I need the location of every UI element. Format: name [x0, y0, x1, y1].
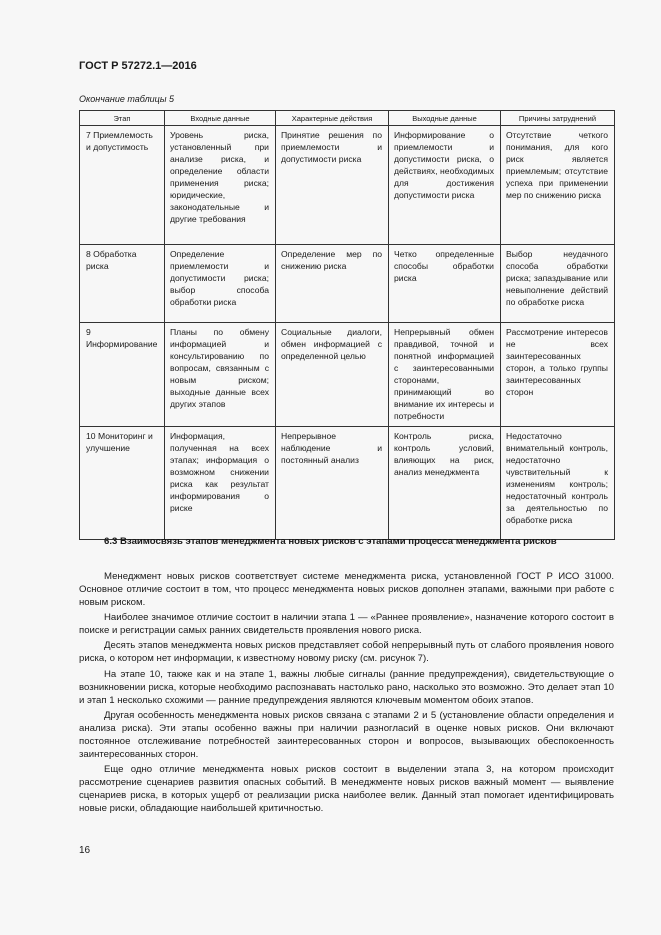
table-cell: Информирование о приемлемости и допустимости риска, о действиях, необходимых для достижения допустимости риска	[389, 126, 501, 245]
table-row	[80, 245, 615, 323]
table-cell: 7 Приемлемость и допустимость	[80, 126, 165, 245]
paragraph: Еще одно отличие менеджмента новых рисков состоит в выделении этапа 3, на котором происходит рассмотрение сценариев развития опасных событий. В менеджменте новых рисков важный момент — выявление сценариев риска, в которых ущерб от реализации риска наиболее велик. Данный этап помогает идентифицировать новые риски, обладающие наибольшей критичностью.	[79, 763, 614, 814]
table-row	[80, 126, 615, 245]
table-cell: Непрерывный обмен правдивой, точной и понятной информацией с заинтересованными сторонами, принимающий во внимание их интересы и потребности	[389, 323, 501, 427]
table-row	[80, 323, 615, 427]
column-header: Причины затруднений	[501, 111, 615, 126]
table-cell: 9 Информирование	[80, 323, 165, 427]
table-cell: Непрерывное наблюдение и постоянный анализ	[276, 427, 389, 540]
section-title: 6.3 Взаимосвязь этапов менеджмента новых рисков с этапами процесса менеджмента рисков	[104, 536, 557, 547]
table-cell: Информация, полученная на всех этапах; информация о возможном снижении риска как результат информирования о риске	[165, 427, 276, 540]
table-cell: Принятие решения по приемлемости и допустимости риска	[276, 126, 389, 245]
table-cell: Рассмотрение интересов не всех заинтересованных сторон, а только группы заинтересованных сторон	[501, 323, 615, 427]
table-cell: Планы по обмену информацией и консультированию по вопросам, связанным с новым риском; выходные данные всех других этапов	[165, 323, 276, 427]
section-body	[79, 570, 614, 817]
paragraph: Наиболее значимое отличие состоит в наличии этапа 1 — «Раннее проявление», назначение которого состоит в поиске и регистрации самых ранних свидетельств проявления нового риска.	[79, 612, 614, 637]
table-cell: Определение приемлемости и допустимости риска; выбор способа обработки риска	[165, 245, 276, 323]
paragraph: Менеджмент новых рисков соответствует системе менеджмента риска, установленной ГОСТ Р ИСО 31000. Основное отличие состоит в том, что процесс менеджмента новых рисков дополнен этапами, важными при работе с новым риском.	[79, 571, 614, 608]
stages-table	[79, 110, 615, 540]
table-header-row	[80, 111, 615, 126]
column-header: Этап	[80, 111, 165, 126]
table-cell: Четко определенные способы обработки риска	[389, 245, 501, 323]
document-header: ГОСТ Р 57272.1—2016	[79, 60, 197, 72]
column-header: Входные данные	[165, 111, 276, 126]
paragraph: Десять этапов менеджмента новых рисков представляет собой непрерывный путь от слабого проявления нового риска, о котором нет информации, к известному новому риску (см. рисунок 7).	[79, 640, 614, 665]
table-cell: Выбор неудачного способа обработки риска; запаздывание или невыполнение действий по обработке риска	[501, 245, 615, 323]
table-cell: Недостаточно внимательный контроль, недостаточно чувствительный к изменениям контроль; недостаточный контроль за деятельностью по обработке риска	[501, 427, 615, 540]
page-number: 16	[79, 845, 91, 856]
table-cell: 10 Мониторинг и улучшение	[80, 427, 165, 540]
table-cell: Определение мер по снижению риска	[276, 245, 389, 323]
column-header: Характерные действия	[276, 111, 389, 126]
table-cell: 8 Обработка риска	[80, 245, 165, 323]
column-header: Выходные данные	[389, 111, 501, 126]
table-row	[80, 427, 615, 540]
table-cell: Социальные диалоги, обмен информацией с определенной целью	[276, 323, 389, 427]
table-cell: Контроль риска, контроль условий, влияющих на риск, анализ менеджмента	[389, 427, 501, 540]
table-caption: Окончание таблицы 5	[79, 94, 174, 104]
table-cell: Отсутствие четкого понимания, для кого риск является приемлемым; отсутствие успеха при применении мер по снижению риска	[501, 126, 615, 245]
paragraph: Другая особенность менеджмента новых рисков связана с этапами 2 и 5 (установление области определения и анализа риска). Эти этапы особенно важны при наличии разногласий в оценке новых рисков. Они включают постоянное отслеживание потребностей заинтересованных сторон и вопросов, вызывающих обеспокоенность заинтересованных сторон.	[79, 709, 614, 760]
table-cell: Уровень риска, установленный при анализе риска, и определение области применения риска; юридические, законодательные и другие требования	[165, 126, 276, 245]
paragraph: На этапе 10, также как и на этапе 1, важны любые сигналы (ранние предупреждения), свидетельствующие о возникновении риска, которые необходимо распознавать настолько рано, насколько это возможно. Это делает этап 10 и этап 1 несколько схожими — ранние предупреждения являются ключевым моментом обоих этапов.	[79, 668, 614, 706]
